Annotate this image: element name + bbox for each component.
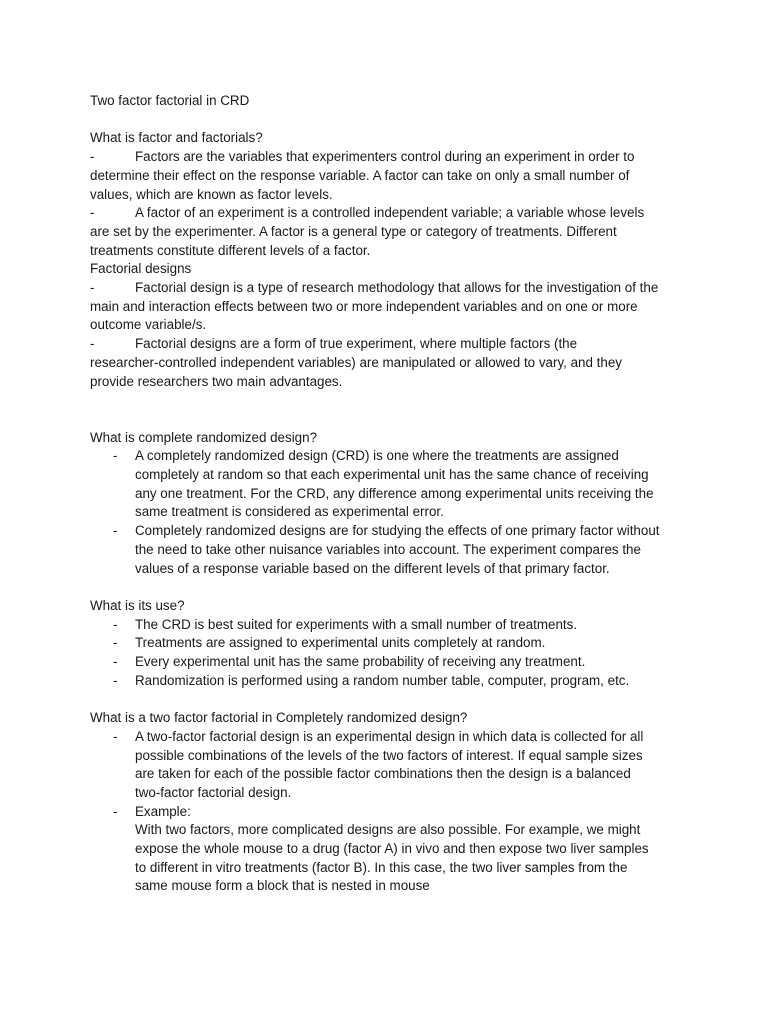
paragraph-factors-2 (90, 204, 690, 260)
document-title: Two factor factorial in CRD (90, 93, 250, 108)
dash-marker: - (90, 336, 95, 352)
list-item (90, 616, 690, 635)
paragraph-line: provide researchers two main advantages. (90, 373, 343, 389)
paragraph-line: main and interaction effects between two or more independent variables and on one or more (90, 298, 638, 314)
bullet-marker: - (113, 616, 118, 632)
bullet-marker: - (113, 672, 118, 688)
paragraph-line: Factorial designs are a form of true experiment, where multiple factors (the (135, 336, 578, 352)
bullet-marker: - (113, 523, 118, 539)
list-item-line: completely at random so that each experimental unit has the same chance of receiving (135, 467, 649, 483)
list-item-line: With two factors, more complicated designs are also possible. For example, we might (135, 822, 641, 838)
list-item-line: any one treatment. For the CRD, any difference among experimental units receiving the (135, 485, 654, 501)
list-item-line: expose the whole mouse to a drug (factor A) in vivo and then expose two liver samples (135, 841, 649, 857)
two-factor-list (90, 728, 690, 896)
list-item (90, 634, 690, 653)
spacer (90, 111, 690, 130)
list-item-line: possible combinations of the levels of the two factors of interest. If equal sample sizes (135, 747, 643, 763)
use-list (90, 616, 690, 691)
list-item (90, 447, 690, 522)
paragraph-line: Factors are the variables that experimenters control during an experiment in order to (135, 149, 635, 165)
bullet-marker: - (113, 803, 118, 819)
list-item-line: values of a response variable based on the different levels of that primary factor. (135, 560, 610, 576)
list-item-line: Example: (135, 803, 191, 819)
spacer (90, 391, 690, 428)
paragraph-factorial-2 (90, 335, 690, 391)
paragraph-line: treatments constitute different levels of a factor. (90, 242, 371, 258)
spacer (90, 578, 690, 597)
section-heading-factors: What is factor and factorials? (90, 130, 263, 146)
list-item-line: A completely randomized design (CRD) is one where the treatments are assigned (135, 448, 619, 464)
list-item-line: Completely randomized designs are for studying the effects of one primary factor without (135, 523, 660, 539)
list-item-line: A two-factor factorial design is an experimental design in which data is collected for all (135, 728, 644, 744)
list-item-line: Treatments are assigned to experimental units completely at random. (135, 635, 546, 651)
list-item-line: Randomization is performed using a random number table, computer, program, etc. (135, 672, 630, 688)
dash-marker: - (90, 280, 95, 296)
subheading-factorial-designs: Factorial designs (90, 261, 192, 277)
list-item (90, 728, 690, 803)
list-item (90, 672, 690, 691)
list-item (90, 803, 690, 897)
paragraph-line: are set by the experimenter. A factor is a general type or category of treatments. Different (90, 223, 617, 239)
paragraph-factorial-1 (90, 279, 690, 335)
list-item-line: are taken for each of the possible factor combinations then the design is a balanced (135, 766, 631, 782)
paragraph-line: A factor of an experiment is a controlled independent variable; a variable whose levels (135, 205, 645, 221)
list-item-line: The CRD is best suited for experiments with a small number of treatments. (135, 616, 578, 632)
spacer (90, 690, 690, 709)
crd-list (90, 447, 690, 578)
list-item-line: same treatment is considered as experimental error. (135, 504, 444, 520)
bullet-marker: - (113, 635, 118, 651)
section-heading-use: What is its use? (90, 597, 185, 613)
section-heading-two-factor: What is a two factor factorial in Completely randomized design? (90, 710, 468, 726)
paragraph-line: outcome variable/s. (90, 317, 207, 333)
list-item (90, 522, 690, 578)
dash-marker: - (90, 205, 95, 221)
bullet-marker: - (113, 448, 118, 464)
list-item-line: the need to take other nuisance variables into account. The experiment compares the (135, 541, 641, 557)
bullet-marker: - (113, 728, 118, 744)
list-item-line: to different in vitro treatments (factor B). In this case, the two liver samples from the (135, 859, 628, 875)
dash-marker: - (90, 149, 95, 165)
list-item-line: same mouse form a block that is nested in mouse (135, 878, 430, 894)
paragraph-line: values, which are known as factor levels. (90, 186, 333, 202)
document-page (90, 92, 690, 896)
paragraph-line: determine their effect on the response variable. A factor can take on only a small number of (90, 167, 630, 183)
list-item-line: two-factor factorial design. (135, 784, 292, 800)
list-item-line: Every experimental unit has the same probability of receiving any treatment. (135, 654, 586, 670)
list-item (90, 653, 690, 672)
bullet-marker: - (113, 654, 118, 670)
paragraph-line: researcher-controlled independent variables) are manipulated or allowed to vary, and they (90, 354, 622, 370)
section-heading-crd: What is complete randomized design? (90, 429, 318, 445)
paragraph-factors-1 (90, 148, 690, 204)
paragraph-line: Factorial design is a type of research methodology that allows for the investigation of the (135, 280, 659, 296)
